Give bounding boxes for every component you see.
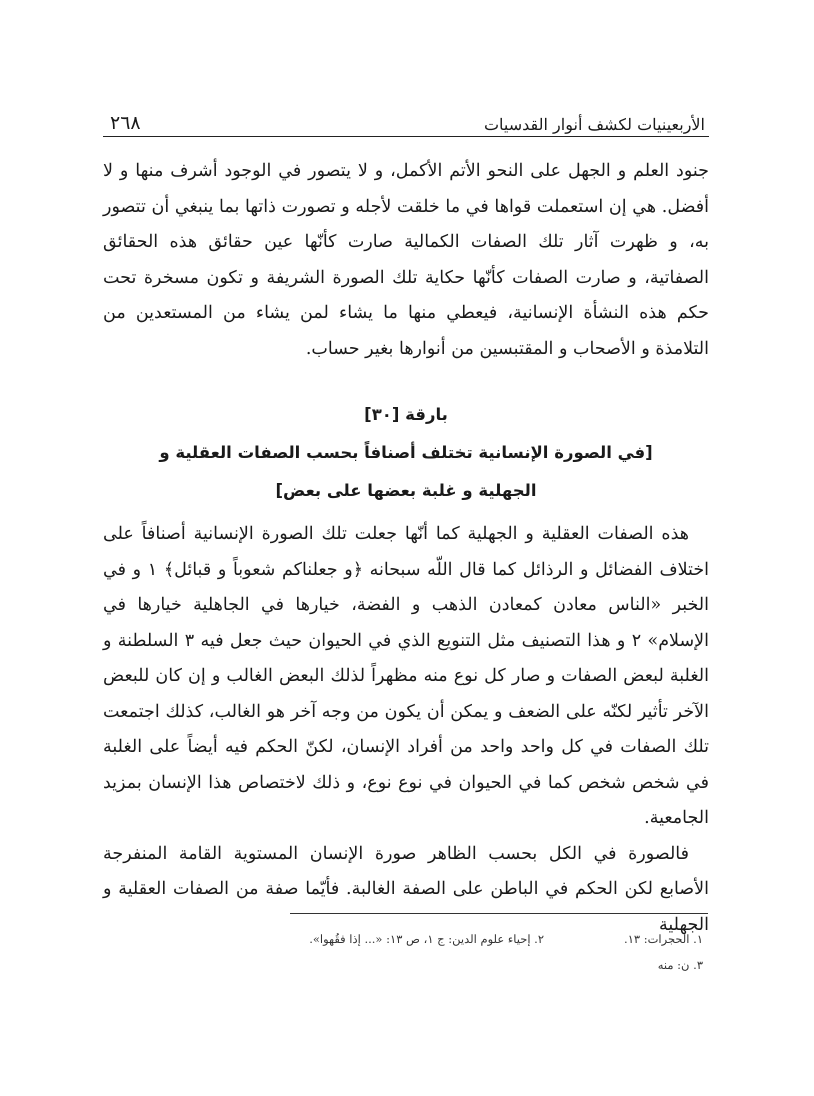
running-title: الأربعينيات لكشف أنوار القدسيات	[483, 115, 705, 134]
footnotes	[103, 926, 703, 978]
footnote-2: ٢. إحياء علوم الدين: ج ١، ص ١٣: «... إذا فقُهوا».	[309, 932, 545, 946]
section-heading	[103, 396, 709, 510]
paragraph-2: هذه الصفات العقلية و الجهلية كما أنّها جعلت تلك الصورة الإنسانية أصنافاً على اختلاف الفضائل و الرذائل كما قال اللّه سبحانه ﴿و جعلناكم شعوباً و قبائل﴾ ١ و في الخبر «الناس معادن كمعادن الذهب و الفضة، خيارها في الجاهلية خيارها في الإسلام» ٢ و هذا التصنيف مثل التنويع الذي في الحيوان حيث جعل فيه ٣ السلطنة و الغلبة لبعض الصفات و صار كل نوع منه مظهراً لذلك البعض الغالب و إن كان للبعض الآخر تأثير لكنّه على الضعف و يمكن أن يكون من وجه آخر هو الغالب، كذلك اجتمعت تلك الصفات في كل واحد واحد من أفراد الإنسان، لكنّ الحكم فيه أيضاً على الغلبة في شخص شخص كما في الحيوان في نوع نوع، و ذلك لاختصاص هذا الإنسان بمزيد الجامعية.	[103, 524, 710, 828]
body-block-1	[103, 154, 709, 367]
section-subtitle-line-1: [في الصورة الإنسانية تختلف أصنافاً بحسب الصفات العقلية و	[159, 443, 653, 462]
footnote-1: ١. الحجرات: ١٣.	[624, 932, 703, 946]
body-block-2	[103, 517, 709, 943]
section-subtitle-line-2: الجهلية و غلبة بعضها على بعض]	[275, 481, 537, 500]
footnote-row	[103, 952, 703, 978]
paragraph-1: جنود العلم و الجهل على النحو الأتم الأكمل، و لا يتصور في الوجود أشرف منها و لا أفضل. هي إن استعملت قواها في ما خلقت لأجله و تصورت ذاتها بما ينبغي أن تتصور به، و ظهرت آثار تلك الصفات الكمالية صارت كأنّها عين حقائق هذه الحقائق الصفاتية، و صارت الصفات كأنّها حكاية تلك الصورة الشريفة و تكون مسخرة تحت حكم هذه النشأة الإنسانية، فيعطي منها ما يشاء لمن يشاء من المستعدين من التلامذة و الأصحاب و المقتبسين من أنوارها بغير حساب.	[103, 161, 709, 359]
section-title: بارقة [٣٠]	[364, 405, 448, 424]
footnote-3: ٣. ن: منه	[657, 958, 703, 972]
header-rule	[103, 136, 709, 137]
running-header	[110, 100, 705, 134]
footnote-row	[103, 926, 703, 952]
paragraph-3: فالصورة في الكل بحسب الظاهر صورة الإنسان المستوية القامة المنفرجة الأصابع لكن الحكم في الباطن على الصفة الغالبة. فأيّما صفة من الصفات العقلية و الجهلية	[103, 843, 709, 935]
footnote-rule	[290, 913, 708, 914]
page-number: ٢٦٨	[110, 112, 141, 134]
